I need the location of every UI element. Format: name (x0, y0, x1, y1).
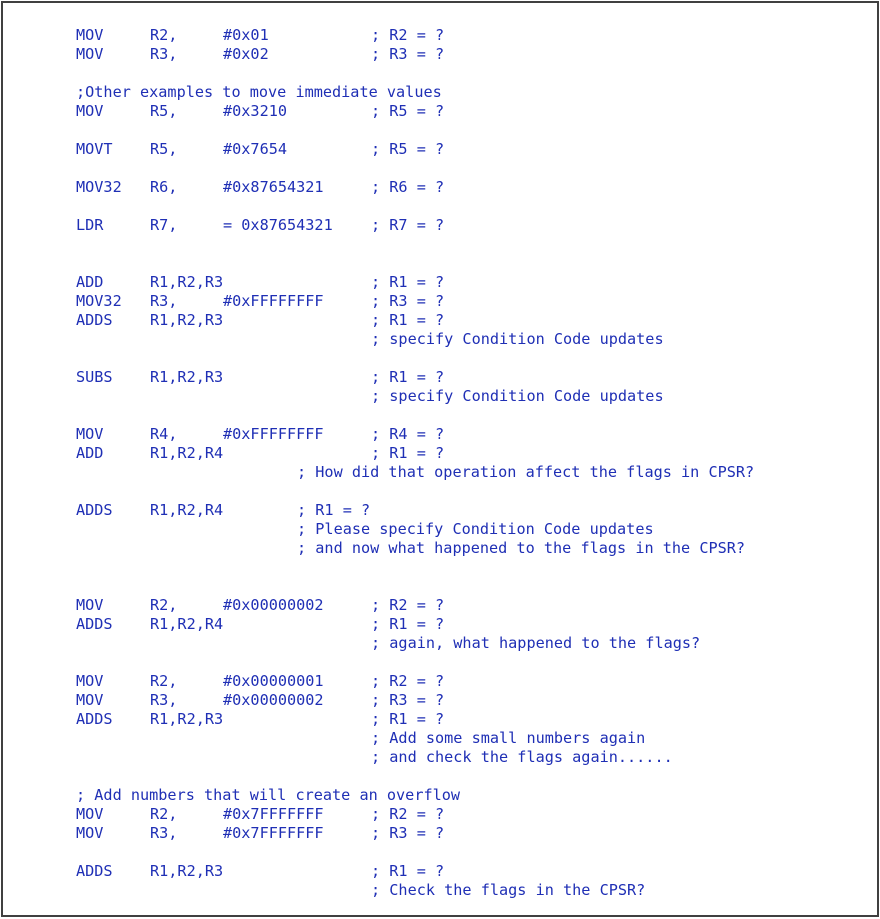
comment: ; R3 = ? (371, 292, 445, 310)
opcode: MOV (76, 45, 104, 63)
opcode: MOV (76, 596, 104, 614)
operands: R1,R2,R3 (150, 311, 224, 329)
opcode: MOV (76, 425, 104, 443)
operands: R2, (150, 26, 178, 44)
code-line (3, 634, 877, 653)
comment: ; R2 = ? (371, 672, 445, 690)
code-line (3, 520, 877, 539)
code-line (3, 672, 877, 691)
comment: ; R2 = ? (371, 26, 445, 44)
code-line (3, 862, 877, 881)
comment: ; R4 = ? (371, 425, 445, 443)
code-line (3, 292, 877, 311)
code-line (3, 463, 877, 482)
comment: ; Check the flags in the CPSR? (371, 881, 646, 899)
code-line (3, 748, 877, 767)
comment: ; R3 = ? (371, 691, 445, 709)
opcode: ADD (76, 273, 104, 291)
comment: ; Please specify Condition Code updates (297, 520, 654, 538)
comment: ; again, what happened to the flags? (371, 634, 701, 652)
opcode: ADDS (76, 311, 113, 329)
operands: R1,R2,R4 (150, 615, 224, 633)
immediate-value: #0x7654 (223, 140, 288, 158)
operands: R3, (150, 292, 178, 310)
immediate-value: #0x02 (223, 45, 269, 63)
comment: ; R1 = ? (371, 615, 445, 633)
code-line (3, 216, 877, 235)
opcode: MOV (76, 672, 104, 690)
code-line (3, 824, 877, 843)
operands: R1,R2,R4 (150, 501, 224, 519)
comment: ; specify Condition Code updates (371, 387, 664, 405)
comment: ; Add some small numbers again (371, 729, 646, 747)
operands: R2, (150, 805, 178, 823)
code-line (3, 83, 877, 102)
assembly-listing (3, 3, 877, 915)
code-line (3, 501, 877, 520)
immediate-value: #0x00000002 (223, 691, 324, 709)
code-line (3, 140, 877, 159)
comment: ; How did that operation affect the flags in CPSR? (297, 463, 755, 481)
operands: R1,R2,R4 (150, 444, 224, 462)
opcode: MOVT (76, 140, 113, 158)
code-line (3, 330, 877, 349)
operands: R5, (150, 140, 178, 158)
opcode: MOV32 (76, 178, 122, 196)
opcode: MOV (76, 102, 104, 120)
code-line (3, 425, 877, 444)
code-line (3, 102, 877, 121)
code-line (3, 729, 877, 748)
code-line (3, 45, 877, 64)
code-frame (1, 1, 879, 917)
code-line (3, 311, 877, 330)
code-line (3, 786, 877, 805)
operands: R1,R2,R3 (150, 710, 224, 728)
code-line (3, 539, 877, 558)
opcode: MOV32 (76, 292, 122, 310)
opcode: MOV (76, 824, 104, 842)
immediate-value: #0xFFFFFFFF (223, 425, 324, 443)
opcode: MOV (76, 26, 104, 44)
opcode: ADDS (76, 710, 113, 728)
comment: ; R3 = ? (371, 45, 445, 63)
operands: R6, (150, 178, 178, 196)
opcode: SUBS (76, 368, 113, 386)
code-line (3, 26, 877, 45)
operands: R2, (150, 672, 178, 690)
operands: R3, (150, 45, 178, 63)
operands: R5, (150, 102, 178, 120)
comment: ; and now what happened to the flags in the CPSR? (297, 539, 746, 557)
comment: ; R1 = ? (297, 501, 371, 519)
comment: ; and check the flags again...... (371, 748, 673, 766)
code-line (3, 691, 877, 710)
opcode: ADDS (76, 501, 113, 519)
comment: ; R2 = ? (371, 805, 445, 823)
comment: ;Other examples to move immediate values (76, 83, 442, 101)
comment: ; R5 = ? (371, 140, 445, 158)
operands: R3, (150, 691, 178, 709)
opcode: ADDS (76, 862, 113, 880)
comment: ; R1 = ? (371, 710, 445, 728)
comment: ; R1 = ? (371, 273, 445, 291)
comment: ; R6 = ? (371, 178, 445, 196)
comment: ; R3 = ? (371, 824, 445, 842)
operands: R2, (150, 596, 178, 614)
comment: ; Add numbers that will create an overflow (76, 786, 461, 804)
code-line (3, 444, 877, 463)
comment: ; R7 = ? (371, 216, 445, 234)
immediate-value: #0xFFFFFFFF (223, 292, 324, 310)
immediate-value: #0x7FFFFFFF (223, 824, 324, 842)
opcode: LDR (76, 216, 104, 234)
immediate-value: = 0x87654321 (223, 216, 333, 234)
operands: R7, (150, 216, 178, 234)
comment: ; R5 = ? (371, 102, 445, 120)
code-line (3, 615, 877, 634)
opcode: MOV (76, 691, 104, 709)
code-line (3, 387, 877, 406)
immediate-value: #0x7FFFFFFF (223, 805, 324, 823)
operands: R1,R2,R3 (150, 862, 224, 880)
comment: ; specify Condition Code updates (371, 330, 664, 348)
comment: ; R1 = ? (371, 311, 445, 329)
operands: R3, (150, 824, 178, 842)
opcode: ADDS (76, 615, 113, 633)
code-line (3, 178, 877, 197)
code-line (3, 881, 877, 900)
immediate-value: #0x00000002 (223, 596, 324, 614)
comment: ; R1 = ? (371, 368, 445, 386)
immediate-value: #0x01 (223, 26, 269, 44)
comment: ; R1 = ? (371, 862, 445, 880)
operands: R1,R2,R3 (150, 368, 224, 386)
code-line (3, 596, 877, 615)
immediate-value: #0x00000001 (223, 672, 324, 690)
comment: ; R1 = ? (371, 444, 445, 462)
code-line (3, 805, 877, 824)
operands: R1,R2,R3 (150, 273, 224, 291)
opcode: MOV (76, 805, 104, 823)
opcode: ADD (76, 444, 104, 462)
code-line (3, 710, 877, 729)
operands: R4, (150, 425, 178, 443)
comment: ; R2 = ? (371, 596, 445, 614)
code-line (3, 273, 877, 292)
immediate-value: #0x3210 (223, 102, 288, 120)
immediate-value: #0x87654321 (223, 178, 324, 196)
code-line (3, 368, 877, 387)
